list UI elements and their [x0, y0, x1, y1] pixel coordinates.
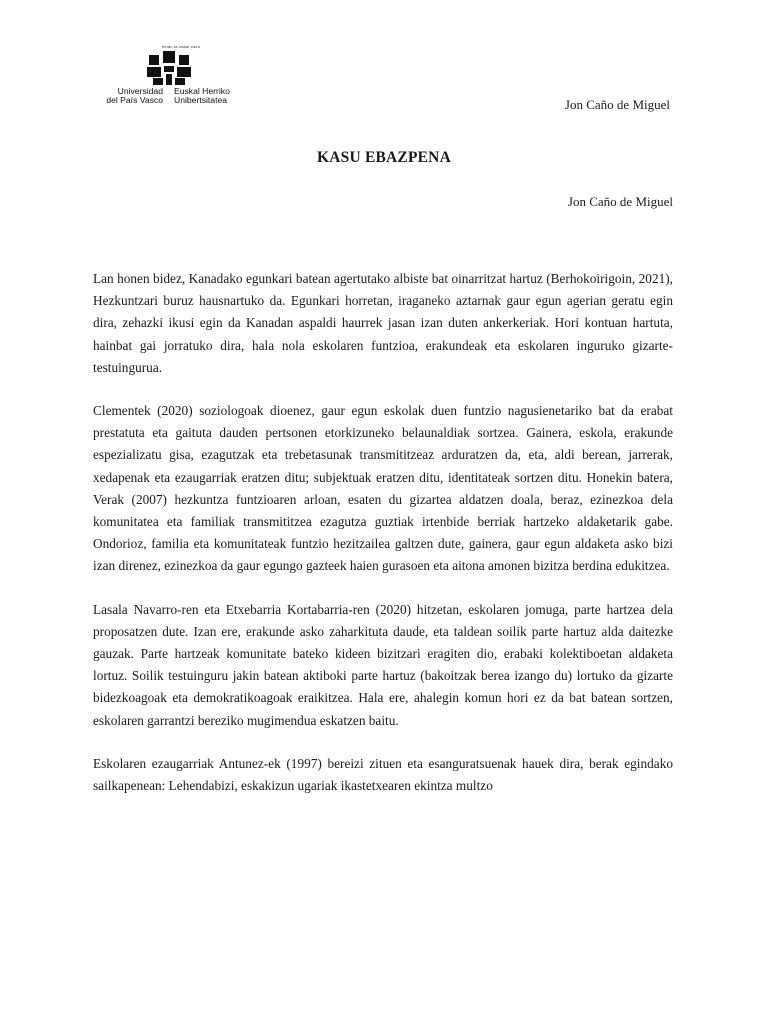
paragraph-4: Eskolaren ezaugarriak Antunez-ek (1997) bereizi zituen eta esanguratsuenak hauek dira, berak egindako sailkapenean: Lehendabizi, eskakizun ugariak ikastetxearen ekintza multzo	[93, 755, 673, 794]
paragraph-2: Clementek (2020) soziologoak dioenez, gaur egun eskolak duen funtzio nagusienetariko bat da erabat prestatuta eta gaituta dauden pertsonen etorkizuneko belaunaldiak sortzea. Gainera, eskola, erakunde espezializatu gisa, ezagutzak eta trebetasunak transmititzeaz arduratzen da, eta, aldi berean, jarrerak, xedapenak eta ezaugarriak eratzen ditu; subjektuak eratzen ditu, identitateak sortzen ditu. Honekin batera, Verak (2007) hezkuntza funtzioaren arloan, esaten du gizartea aldatzen doala, beraz, ezinezkoa dela komunitatea eta familiak transmititzea ezagutza guztiak irtenbide berriak hartzeko aldaketarik gabe. Ondorioz, familia eta komunitateak funtzio hezitzailea galtzen dute, gainera, gaur egun aldaketa asko bizi izan direnez, ezinezkoa da gaur egungo gazteek haien gurasoen eta aitona amonen bizitza berdina edukitzea.	[93, 403, 673, 574]
header-author: Jon Caño de Miguel	[564, 97, 670, 112]
document-title: KASU EBAZPENA	[317, 149, 451, 166]
document-body	[93, 268, 673, 818]
logo-motto: eman ta zabal zazu	[161, 44, 201, 49]
document-byline: Jon Caño de Miguel	[567, 194, 673, 209]
paragraph-3: Lasala Navarro-ren eta Etxebarria Kortabarria-ren (2020) hitzetan, eskolaren jomuga, parte hartzea dela proposatzen dute. Izan ere, erakunde asko zaharkituta daude, eta taldean soilik parte hartuz alda daitezke gauzak. Parte hartzeak komunitate bateko kideen bizitzari eragiten dio, erabaki kolektiboetan aldaketa lortuz. Soilik testuinguru jakin batean aktiboki parte hartuz (bakoitzak berea izango du) lortuko da gizarte bidezkoagoak eta demokratikoagoak eraikitzea. Hala ere, ahalegin komun hori ez da bat batean sortzen, eskolaren garrantzi bereziko mugimendua eskatzen baitu.	[93, 601, 673, 728]
university-name-spanish: Universidad del País Vasco	[106, 86, 163, 105]
university-emblem-icon	[147, 51, 191, 85]
university-logo	[95, 44, 265, 110]
paragraph-1: Lan honen bidez, Kanadako egunkari batean agertutako albiste bat oinarritzat hartuz (Berhokoirigoin, 2021), Hezkuntzari buruz hausnartuko da. Egunkari horretan, iraganeko aztarnak gaur egun agerian geratu egin dira, zehazki ikusi egin da Kanadan aspaldi haurrek jasan izan duten ankerkeriak. Hori kontuan hartuta, hainbat gai jorratuko dira, hala nola eskolaren funtzioa, erakundeak eta eskolaren inguruko gizarte-testuingurua.	[93, 271, 673, 375]
university-name-basque: Euskal Herriko Unibertsitatea	[174, 86, 230, 105]
